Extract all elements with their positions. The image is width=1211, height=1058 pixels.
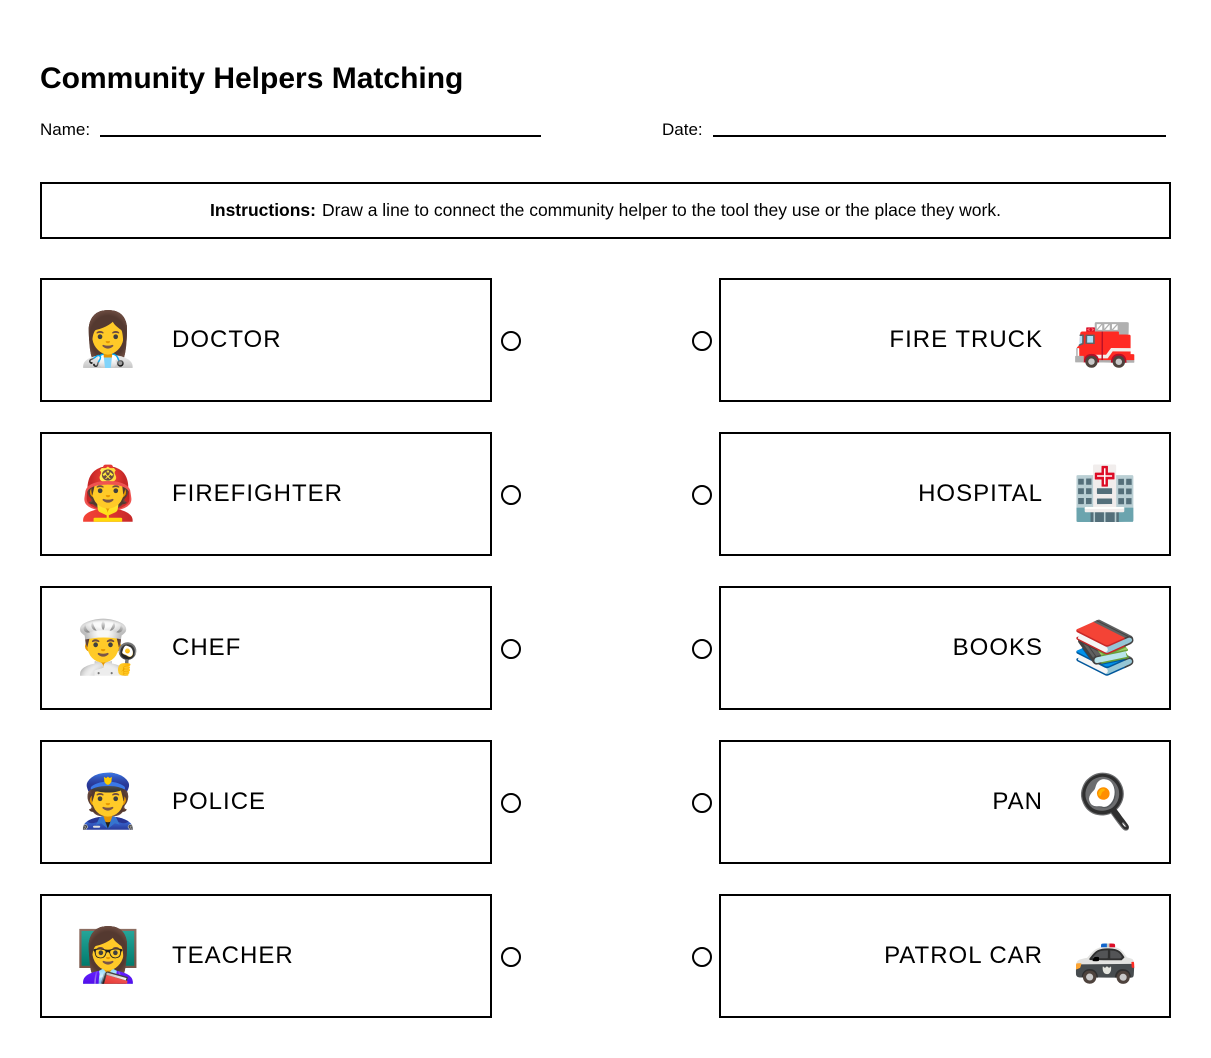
name-write-line[interactable] bbox=[100, 135, 541, 137]
match-label: PAN bbox=[992, 788, 1043, 815]
match-card-pan bbox=[719, 740, 1171, 864]
match-label: HOSPITAL bbox=[918, 480, 1043, 507]
date-field[interactable] bbox=[662, 119, 1166, 141]
instructions-heading: Instructions: bbox=[210, 200, 316, 220]
teacher-icon: 👩‍🏫 bbox=[75, 927, 141, 985]
right-connector-dot-books[interactable] bbox=[692, 639, 712, 659]
helper-card-chef bbox=[40, 586, 492, 710]
match-label: FIRE TRUCK bbox=[889, 326, 1043, 353]
name-label: Name: bbox=[40, 120, 91, 139]
left-connector-dot-chef[interactable] bbox=[501, 639, 521, 659]
helper-card-police bbox=[40, 740, 492, 864]
right-connector-dot-fire-truck[interactable] bbox=[692, 331, 712, 351]
match-card-patrol-car bbox=[719, 894, 1171, 1018]
frying-pan-icon: 🍳 bbox=[1072, 773, 1138, 831]
helper-label: FIREFIGHTER bbox=[172, 480, 343, 507]
match-label: PATROL CAR bbox=[884, 942, 1043, 969]
name-field[interactable] bbox=[40, 119, 541, 141]
left-connector-dot-doctor[interactable] bbox=[501, 331, 521, 351]
fire-truck-icon: 🚒 bbox=[1072, 311, 1138, 369]
instructions-text: Draw a line to connect the community helper to the tool they use or the place they work. bbox=[322, 200, 1001, 220]
helper-card-firefighter bbox=[40, 432, 492, 556]
left-connector-dot-teacher[interactable] bbox=[501, 947, 521, 967]
instructions-box bbox=[40, 182, 1171, 239]
helper-label: DOCTOR bbox=[172, 326, 282, 353]
date-label: Date: bbox=[662, 120, 703, 139]
right-connector-dot-hospital[interactable] bbox=[692, 485, 712, 505]
left-connector-dot-firefighter[interactable] bbox=[501, 485, 521, 505]
helper-label: TEACHER bbox=[172, 942, 294, 969]
police-officer-icon: 👮 bbox=[75, 773, 141, 831]
match-label: BOOKS bbox=[952, 634, 1043, 661]
doctor-icon: 👩‍⚕️ bbox=[75, 311, 141, 369]
match-card-books bbox=[719, 586, 1171, 710]
helper-card-doctor bbox=[40, 278, 492, 402]
left-connector-dot-police[interactable] bbox=[501, 793, 521, 813]
date-write-line[interactable] bbox=[713, 135, 1166, 137]
chef-icon: 👨‍🍳 bbox=[75, 619, 141, 677]
worksheet-title: Community Helpers Matching bbox=[40, 62, 464, 95]
right-connector-dot-patrol-car[interactable] bbox=[692, 947, 712, 967]
helper-label: POLICE bbox=[172, 788, 267, 815]
police-car-icon: 🚓 bbox=[1072, 927, 1138, 985]
books-icon: 📚 bbox=[1072, 619, 1138, 677]
firefighter-icon: 🧑‍🚒 bbox=[75, 465, 141, 523]
helper-card-teacher bbox=[40, 894, 492, 1018]
match-card-hospital bbox=[719, 432, 1171, 556]
hospital-icon: 🏥 bbox=[1072, 465, 1138, 523]
helper-label: CHEF bbox=[172, 634, 242, 661]
right-connector-dot-pan[interactable] bbox=[692, 793, 712, 813]
match-card-fire-truck bbox=[719, 278, 1171, 402]
